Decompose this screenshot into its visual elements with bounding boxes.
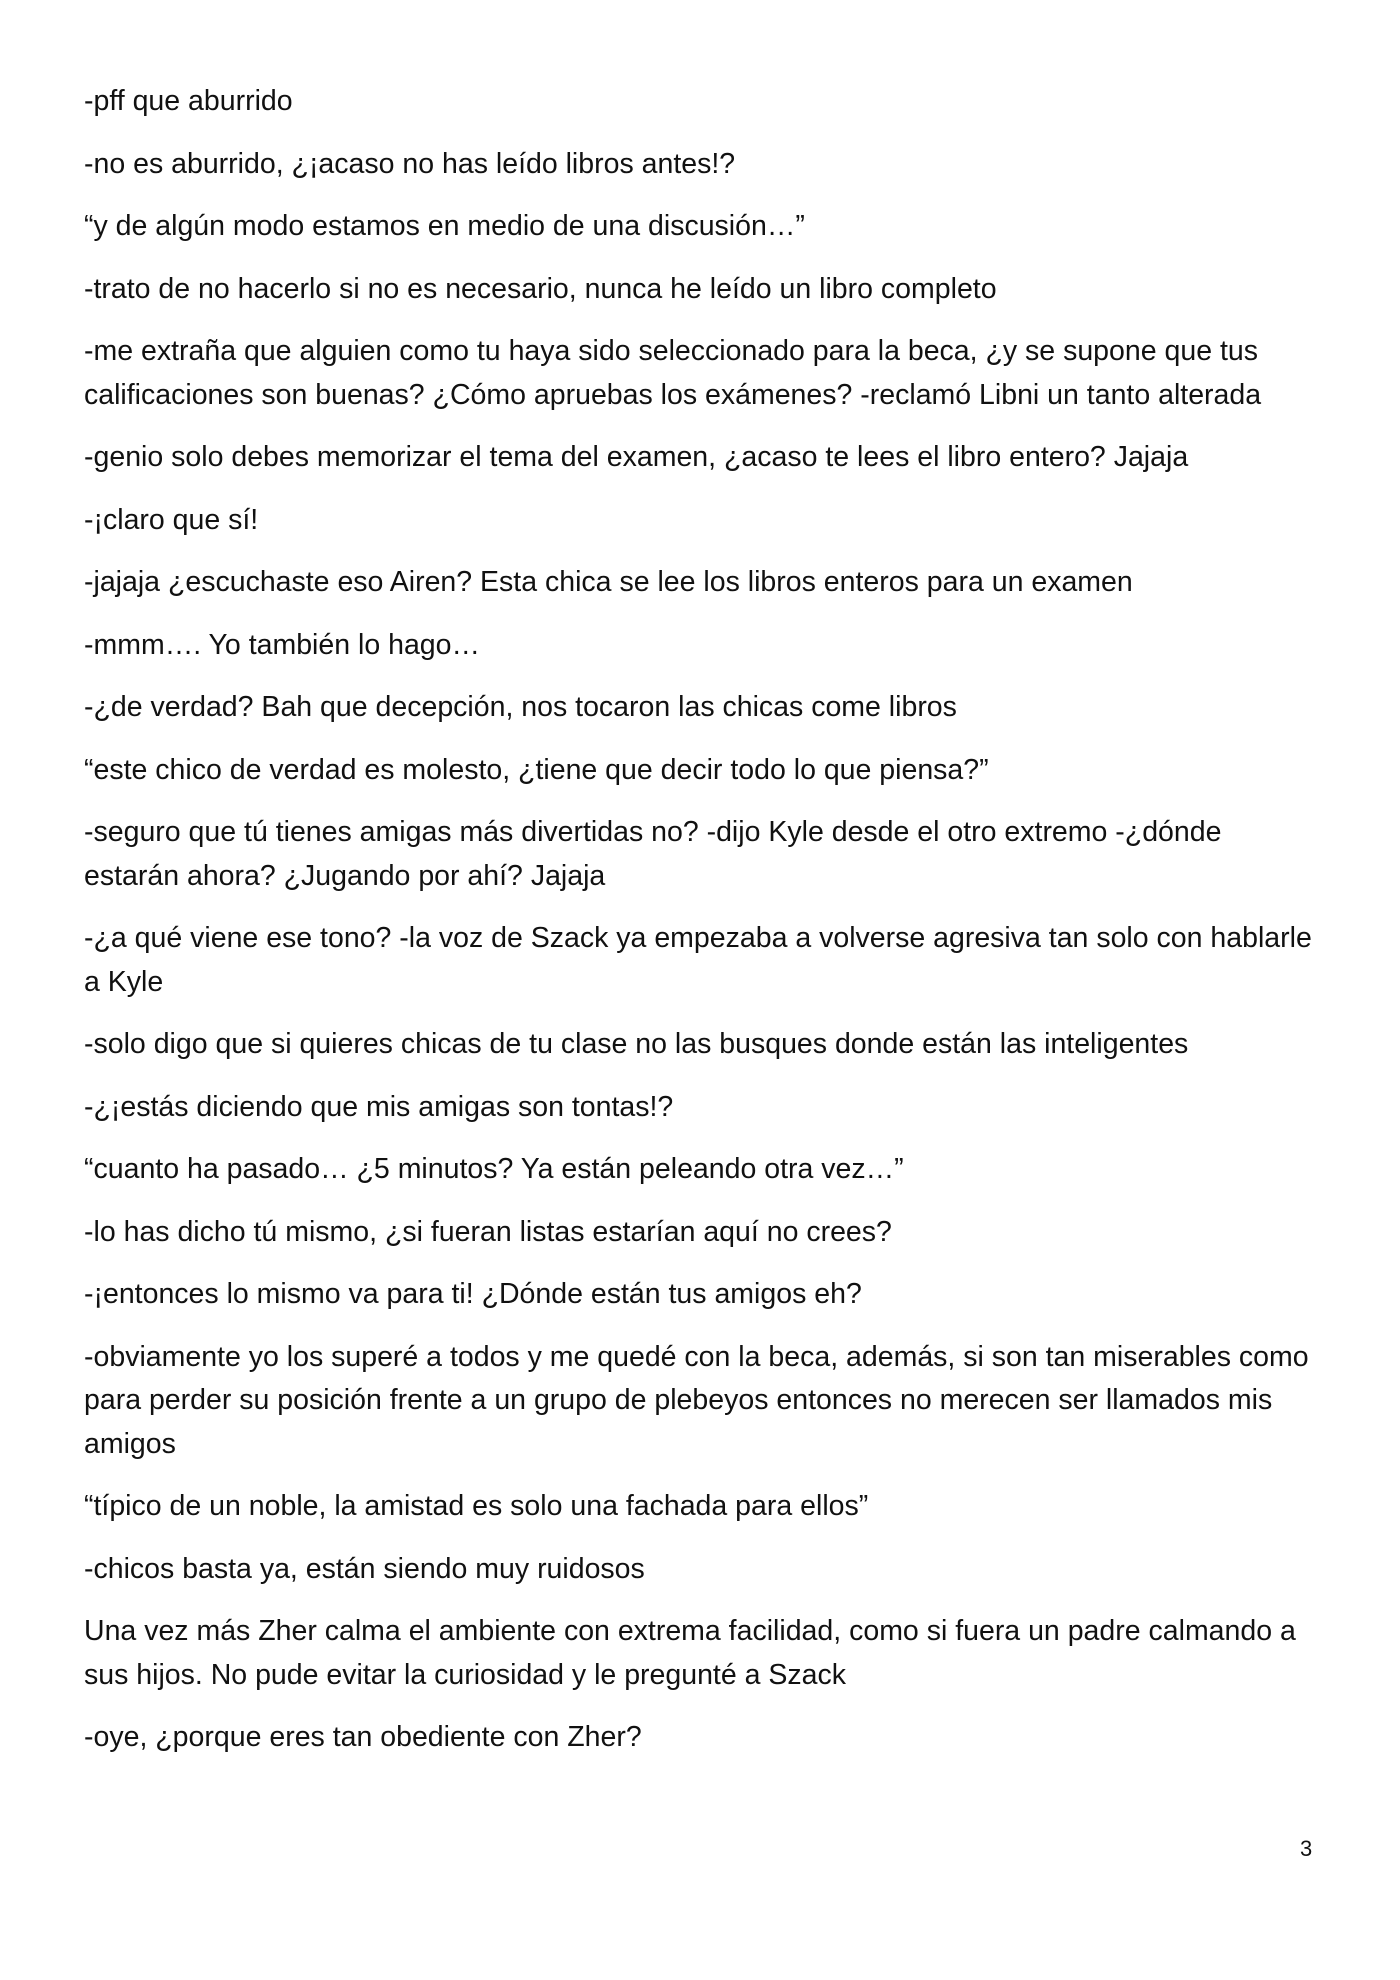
paragraph: -lo has dicho tú mismo, ¿si fueran listas estarían aquí no crees? — [84, 1215, 892, 1248]
paragraph: “típico de un noble, la amistad es solo una fachada para ellos” — [84, 1490, 869, 1522]
paragraph: -oye, ¿porque eres tan obediente con Zher? — [84, 1721, 642, 1753]
page-number: 3 — [1300, 1836, 1313, 1861]
paragraph: -me extraña que alguien como tu haya sido seleccionado para la beca, ¿y se supone que tus calificaciones son buenas? ¿Cómo apruebas los exámenes? -reclamó Libni un tanto alterada — [84, 335, 1262, 411]
paragraph: “este chico de verdad es molesto, ¿tiene que decir todo lo que piensa?” — [84, 753, 989, 786]
paragraph: -chicos basta ya, están siendo muy ruidosos — [84, 1552, 645, 1585]
paragraph: -genio solo debes memorizar el tema del examen, ¿acaso te lees el libro entero? Jajaja — [84, 441, 1189, 473]
paragraph: -seguro que tú tienes amigas más divertidas no? -dijo Kyle desde el otro extremo -¿dónde estarán ahora? ¿Jugando por ahí? Jajaja — [84, 816, 1222, 892]
paragraph: -solo digo que si quieres chicas de tu clase no las busques donde están las inteligentes — [84, 1028, 1189, 1060]
paragraph: -jajaja ¿escuchaste eso Airen? Esta chica se lee los libros enteros para un examen — [84, 566, 1133, 598]
paragraph: -¿a qué viene ese tono? -la voz de Szack ya empezaba a volverse agresiva tan solo con hablarle a Kyle — [84, 922, 1312, 998]
paragraph: “cuanto ha pasado… ¿5 minutos? Ya están peleando otra vez…” — [84, 1153, 904, 1185]
paragraph: -trato de no hacerlo si no es necesario, nunca he leído un libro completo — [84, 272, 997, 305]
paragraph: -¿¡estás diciendo que mis amigas son tontas!? — [84, 1090, 674, 1123]
paragraph: -¿de verdad? Bah que decepción, nos tocaron las chicas come libros — [84, 691, 957, 723]
paragraph: -¡entonces lo mismo va para ti! ¿Dónde están tus amigos eh? — [84, 1278, 862, 1310]
paragraph: -mmm…. Yo también lo hago… — [84, 628, 481, 661]
paragraph: -pff que aburrido — [84, 85, 293, 117]
paragraph: -obviamente yo los superé a todos y me quedé con la beca, además, si son tan miserables como para perder su posición frente a un grupo de plebeyos entonces no merecen ser llamados mis amigos — [84, 1340, 1309, 1460]
paragraph: -¡claro que sí! — [84, 503, 259, 536]
paragraph: -no es aburrido, ¿¡acaso no has leído libros antes!? — [84, 147, 736, 180]
page-body — [84, 80, 1324, 1779]
paragraph: “y de algún modo estamos en medio de una discusión…” — [84, 210, 805, 242]
paragraph: Una vez más Zher calma el ambiente con extrema facilidad, como si fuera un padre calmando a sus hijos. No pude evitar la curiosidad y le pregunté a Szack — [84, 1615, 1296, 1691]
